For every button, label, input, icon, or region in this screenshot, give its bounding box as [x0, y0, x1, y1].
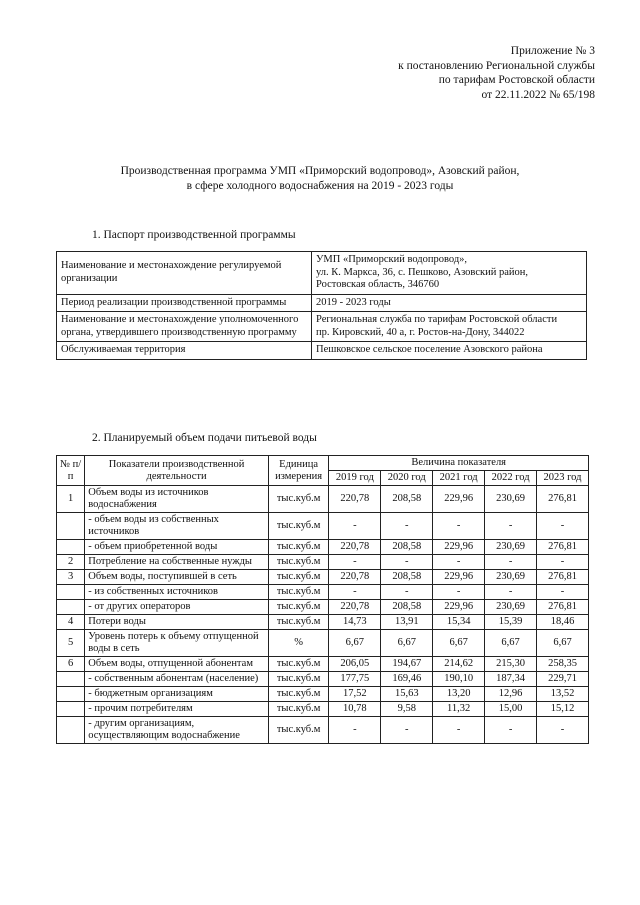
passport-label: Наименование и местонахождение уполномоченного органа, утвердившего производственную программу	[57, 312, 312, 342]
document-title	[0, 164, 640, 193]
row-value: -	[537, 717, 589, 744]
row-value: -	[485, 555, 537, 570]
row-value: 230,69	[485, 570, 537, 585]
header-unit: Единица измерения	[268, 456, 329, 486]
row-value: 230,69	[485, 540, 537, 555]
header-year: 2023 год	[537, 471, 589, 486]
header-year: 2021 год	[433, 471, 485, 486]
row-value: -	[381, 585, 433, 600]
passport-value-line: ул. К. Маркса, 36, с. Пешково, Азовский район,	[316, 266, 528, 278]
row-value: 6,67	[485, 630, 537, 657]
row-num	[57, 717, 85, 744]
appendix-block	[398, 44, 595, 102]
row-value: -	[433, 717, 485, 744]
row-name: Потребление на собственные нужды	[85, 555, 269, 570]
row-value: 13,20	[433, 687, 485, 702]
row-unit: тыс.куб.м	[268, 486, 329, 513]
passport-value-line: 2019 - 2023 годы	[316, 296, 391, 308]
passport-label: Период реализации производственной программы	[57, 294, 312, 312]
table-row	[57, 657, 589, 672]
row-value: 6,67	[433, 630, 485, 657]
row-value: 10,78	[329, 702, 381, 717]
row-value: -	[433, 555, 485, 570]
row-value: 229,96	[433, 540, 485, 555]
row-value: 229,96	[433, 570, 485, 585]
row-value: 208,58	[381, 600, 433, 615]
row-unit: тыс.куб.м	[268, 513, 329, 540]
header-year: 2022 год	[485, 471, 537, 486]
row-value: 276,81	[537, 600, 589, 615]
row-name: Объем воды, поступившей в сеть	[85, 570, 269, 585]
row-value: 169,46	[381, 672, 433, 687]
title-line-2: в сфере холодного водоснабжения на 2019 - 2023 годы	[186, 179, 454, 192]
row-value: 6,67	[329, 630, 381, 657]
row-value: -	[381, 717, 433, 744]
row-value: -	[537, 585, 589, 600]
row-value: 208,58	[381, 540, 433, 555]
table-row	[57, 630, 589, 657]
row-value: -	[329, 513, 381, 540]
row-name: - собственным абонентам (население)	[85, 672, 269, 687]
row-num: 2	[57, 555, 85, 570]
row-value: -	[485, 717, 537, 744]
row-value: 229,96	[433, 600, 485, 615]
row-value: 214,62	[433, 657, 485, 672]
row-value: -	[381, 513, 433, 540]
row-num	[57, 585, 85, 600]
row-value: 15,63	[381, 687, 433, 702]
row-name: - из собственных источников	[85, 585, 269, 600]
row-unit: тыс.куб.м	[268, 702, 329, 717]
row-value: 18,46	[537, 615, 589, 630]
table-row	[57, 687, 589, 702]
passport-value	[312, 294, 587, 312]
row-num: 1	[57, 486, 85, 513]
header-group: Величина показателя	[329, 456, 589, 471]
row-value: 194,67	[381, 657, 433, 672]
row-value: 229,96	[433, 486, 485, 513]
header-year: 2019 год	[329, 471, 381, 486]
row-value: -	[433, 585, 485, 600]
row-num	[57, 600, 85, 615]
row-unit: тыс.куб.м	[268, 540, 329, 555]
passport-row	[57, 252, 587, 295]
row-num	[57, 513, 85, 540]
row-value: 220,78	[329, 600, 381, 615]
table-row	[57, 600, 589, 615]
section-1-heading: 1. Паспорт производственной программы	[92, 229, 296, 241]
appendix-line-2: к постановлению Региональной службы	[398, 59, 595, 72]
row-unit: %	[268, 630, 329, 657]
row-value: 230,69	[485, 486, 537, 513]
row-value: 215,30	[485, 657, 537, 672]
row-value: 190,10	[433, 672, 485, 687]
appendix-line-4: от 22.11.2022 № 65/198	[481, 88, 595, 101]
header-num: № п/п	[57, 456, 85, 486]
row-value: 208,58	[381, 486, 433, 513]
water-volume-table	[56, 455, 589, 744]
row-num	[57, 672, 85, 687]
row-name: - другим организациям, осуществляющим водоснабжение	[85, 717, 269, 744]
passport-row	[57, 294, 587, 312]
row-unit: тыс.куб.м	[268, 672, 329, 687]
row-name: - прочим потребителям	[85, 702, 269, 717]
passport-value-line: Ростовская область, 346760	[316, 279, 440, 290]
row-unit: тыс.куб.м	[268, 615, 329, 630]
row-value: 15,39	[485, 615, 537, 630]
row-value: -	[537, 513, 589, 540]
row-value: 12,96	[485, 687, 537, 702]
row-num: 5	[57, 630, 85, 657]
row-name: - от других операторов	[85, 600, 269, 615]
row-value: 276,81	[537, 486, 589, 513]
passport-value-line: УМП «Приморский водопровод»,	[316, 254, 468, 265]
table-row	[57, 540, 589, 555]
row-name: Объем воды, отпущенной абонентам	[85, 657, 269, 672]
row-unit: тыс.куб.м	[268, 570, 329, 585]
passport-row	[57, 312, 587, 342]
row-value: 230,69	[485, 600, 537, 615]
row-name: Уровень потерь к объему отпущенной воды в сеть	[85, 630, 269, 657]
passport-value-line: Пешковское сельское поселение Азовского района	[316, 344, 543, 355]
row-value: 6,67	[381, 630, 433, 657]
row-value: -	[433, 513, 485, 540]
row-value: 11,32	[433, 702, 485, 717]
row-unit: тыс.куб.м	[268, 600, 329, 615]
row-value: 220,78	[329, 540, 381, 555]
row-name: Объем воды из источников водоснабжения	[85, 486, 269, 513]
row-value: 15,00	[485, 702, 537, 717]
row-value: -	[329, 585, 381, 600]
row-value: 13,52	[537, 687, 589, 702]
row-value: 177,75	[329, 672, 381, 687]
table-row	[57, 585, 589, 600]
row-value: 220,78	[329, 570, 381, 585]
row-name: - бюджетным организациям	[85, 687, 269, 702]
row-num	[57, 540, 85, 555]
row-value: 14,73	[329, 615, 381, 630]
row-num	[57, 687, 85, 702]
passport-row	[57, 342, 587, 360]
passport-value	[312, 252, 587, 295]
passport-table	[56, 251, 587, 360]
row-unit: тыс.куб.м	[268, 717, 329, 744]
row-value: 13,91	[381, 615, 433, 630]
row-value: 258,35	[537, 657, 589, 672]
row-value: 9,58	[381, 702, 433, 717]
passport-label: Наименование и местонахождение регулируемой организации	[57, 252, 312, 295]
header-name: Показатели производственной деятельности	[85, 456, 269, 486]
appendix-line-1: Приложение № 3	[510, 45, 595, 57]
table-row	[57, 486, 589, 513]
row-value: 15,34	[433, 615, 485, 630]
passport-value	[312, 312, 587, 342]
passport-value-line: пр. Кировский, 40 а, г. Ростов-на-Дону, 344022	[316, 326, 525, 338]
row-value: 276,81	[537, 540, 589, 555]
row-value: 17,52	[329, 687, 381, 702]
passport-value-line: Региональная служба по тарифам Ростовской области	[316, 314, 558, 325]
row-unit: тыс.куб.м	[268, 555, 329, 570]
row-value: 208,58	[381, 570, 433, 585]
table-row	[57, 717, 589, 744]
row-name: - объем воды из собственных источников	[85, 513, 269, 540]
row-num: 3	[57, 570, 85, 585]
passport-value	[312, 342, 587, 360]
row-value: 15,12	[537, 702, 589, 717]
table-row	[57, 555, 589, 570]
row-value: 229,71	[537, 672, 589, 687]
section-2-heading: 2. Планируемый объем подачи питьевой воды	[92, 432, 317, 444]
row-value: -	[485, 585, 537, 600]
row-value: -	[485, 513, 537, 540]
title-line-1: Производственная программа УМП «Приморский водопровод», Азовский район,	[120, 165, 520, 177]
row-num: 4	[57, 615, 85, 630]
row-name: Потери воды	[85, 615, 269, 630]
row-unit: тыс.куб.м	[268, 585, 329, 600]
table-row	[57, 702, 589, 717]
table-row	[57, 672, 589, 687]
row-num	[57, 702, 85, 717]
row-unit: тыс.куб.м	[268, 657, 329, 672]
table-row	[57, 513, 589, 540]
header-year: 2020 год	[381, 471, 433, 486]
row-value: 187,34	[485, 672, 537, 687]
row-value: -	[329, 555, 381, 570]
row-unit: тыс.куб.м	[268, 687, 329, 702]
row-num: 6	[57, 657, 85, 672]
row-value: -	[537, 555, 589, 570]
table-row	[57, 615, 589, 630]
row-value: -	[329, 717, 381, 744]
row-value: 220,78	[329, 486, 381, 513]
row-name: - объем приобретенной воды	[85, 540, 269, 555]
row-value: 206,05	[329, 657, 381, 672]
row-value: -	[381, 555, 433, 570]
row-value: 6,67	[537, 630, 589, 657]
appendix-line-3: по тарифам Ростовской области	[438, 74, 595, 86]
row-value: 276,81	[537, 570, 589, 585]
passport-label: Обслуживаемая территория	[57, 342, 312, 360]
table-row	[57, 570, 589, 585]
